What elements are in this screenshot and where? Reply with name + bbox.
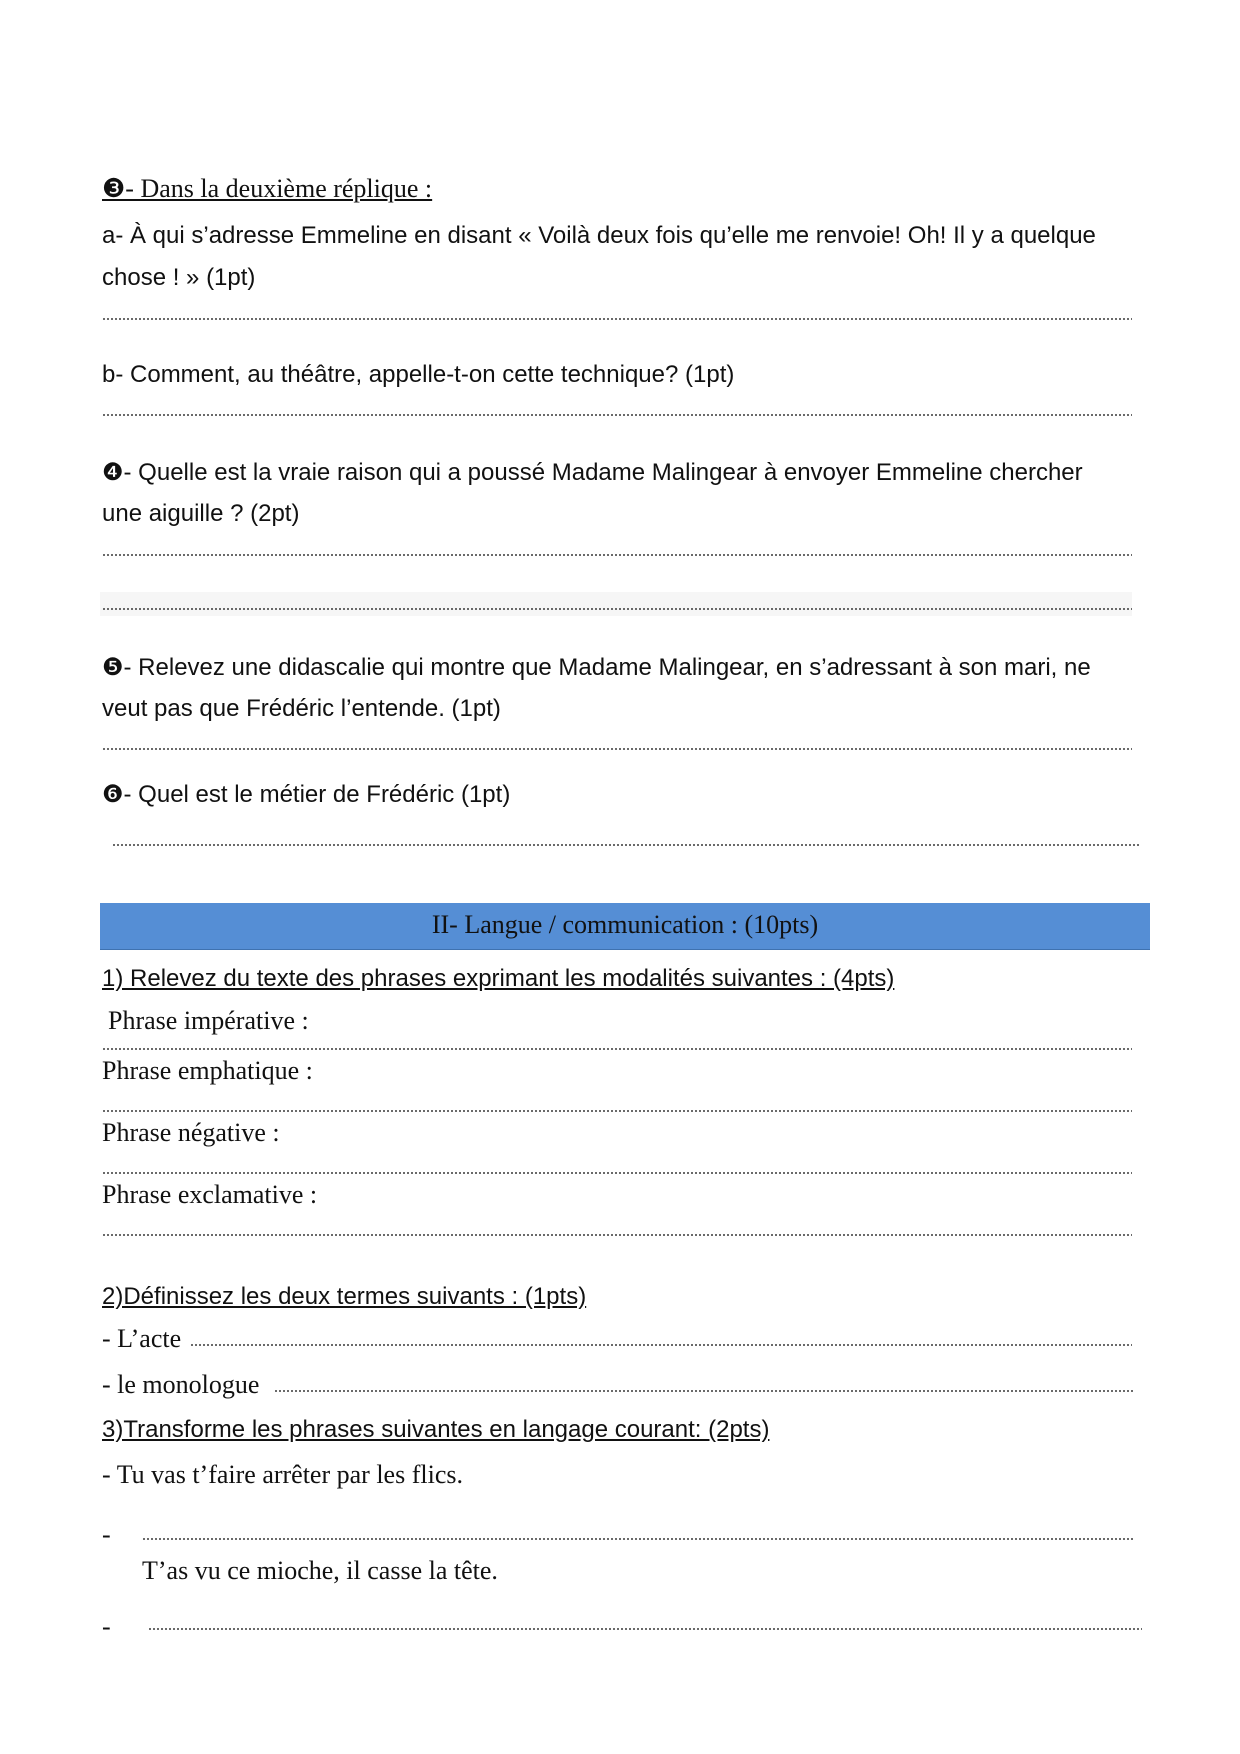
answer-line-exclamative[interactable] — [102, 1234, 1132, 1236]
q5-line2: veut pas que Frédéric l’entende. (1pt) — [102, 695, 501, 722]
answer-line-monologue[interactable] — [274, 1390, 1134, 1392]
q3-b: b- Comment, au théâtre, appelle-t-on cette technique? (1pt) — [102, 361, 735, 388]
label-negative: Phrase négative : — [102, 1118, 280, 1147]
answer-line-acte[interactable] — [190, 1344, 1132, 1346]
q4-line1: ❹- Quelle est la vraie raison qui a poussé Madame Malingear à envoyer Emmeline chercher — [102, 459, 1083, 486]
label-imperative: Phrase impérative : — [108, 1006, 309, 1035]
answer-line-emphatic[interactable] — [102, 1110, 1132, 1112]
label-acte: - L’acte — [102, 1324, 182, 1353]
section-header-band — [100, 903, 1150, 950]
q4-line2: une aiguille ? (2pt) — [102, 500, 300, 527]
q3-heading: ❸- Dans la deuxième réplique : — [102, 174, 433, 203]
answer-dash-1: - — [102, 1520, 111, 1549]
answer-line-q3b[interactable] — [102, 414, 1132, 416]
answer-line-q6[interactable] — [112, 844, 1140, 846]
answer-line-q4-2[interactable] — [102, 608, 1132, 610]
answer-line-q5[interactable] — [102, 748, 1132, 750]
section-title: II- Langue / communication : (10pts) — [431, 910, 819, 939]
answer-line-sentence-2[interactable] — [148, 1628, 1142, 1630]
q3-a-line2: chose ! » (1pt) — [102, 264, 256, 291]
answer-line-negative[interactable] — [102, 1172, 1132, 1174]
q5-line1: ❺- Relevez une didascalie qui montre que Madame Malingear, en s’adressant à son mari, ne — [102, 654, 1091, 681]
p2-heading: 2)Définissez les deux termes suivants : (1pts) — [102, 1283, 587, 1310]
answer-line-imperative[interactable] — [102, 1048, 1132, 1050]
answer-line-q3a[interactable] — [102, 318, 1132, 320]
sentence-1: - Tu vas t’faire arrêter par les flics. — [102, 1460, 463, 1489]
label-emphatic: Phrase emphatique : — [102, 1056, 313, 1085]
sentence-2: T’as vu ce mioche, il casse la tête. — [142, 1556, 498, 1585]
q3-a-line1: a- À qui s’adresse Emmeline en disant « Voilà deux fois qu’elle me renvoie! Oh! Il y a quelque — [102, 222, 1096, 249]
answer-line-sentence-1[interactable] — [142, 1538, 1134, 1540]
label-exclamative: Phrase exclamative : — [102, 1180, 318, 1209]
p1-heading: 1) Relevez du texte des phrases exprimant les modalités suivantes : (4pts) — [102, 965, 895, 992]
answer-line-q4-1[interactable] — [102, 554, 1132, 556]
answer-shade-q4 — [100, 592, 1132, 616]
answer-dash-2: - — [102, 1612, 111, 1641]
label-monologue: - le monologue — [102, 1370, 260, 1399]
p3-heading: 3)Transforme les phrases suivantes en langage courant: (2pts) — [102, 1416, 770, 1443]
q6-line1: ❻- Quel est le métier de Frédéric (1pt) — [102, 781, 511, 808]
